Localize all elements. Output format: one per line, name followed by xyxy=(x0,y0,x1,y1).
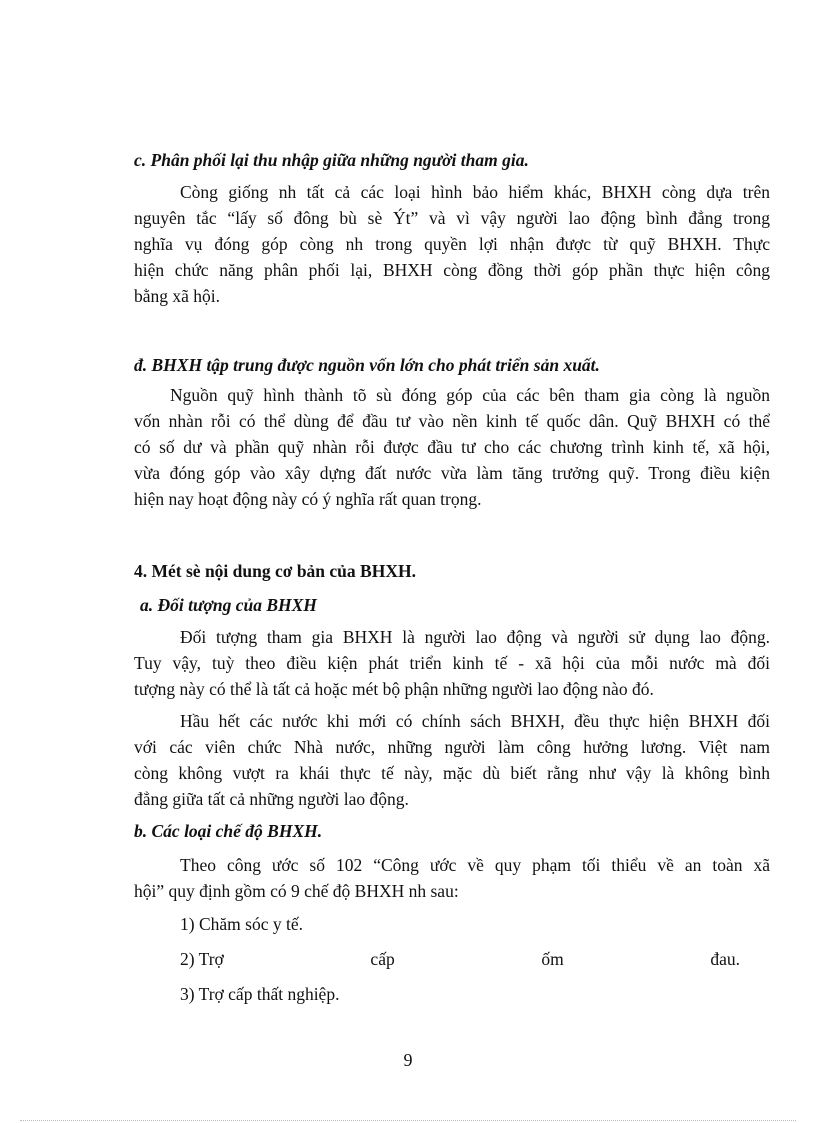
list-item: 1) Chăm sóc y tế. xyxy=(180,914,303,934)
section-a-paragraph-2 xyxy=(134,708,770,812)
text-line: còng không vượt ra khái thực tế này, mặc dù biết rằng như vậy là không bình xyxy=(134,763,770,783)
list-word: đau. xyxy=(710,949,740,969)
text-line: nghĩa vụ đóng góp còng nh trong quyền lợi nhận được từ quỹ BHXH. Thực xyxy=(134,234,770,254)
footer-divider xyxy=(20,1120,796,1121)
text-line: Theo công ước số 102 “Công ước về quy phạm tối thiểu về an toàn xã xyxy=(180,855,770,875)
text-line: Nguồn quỹ hình thành tõ sù đóng góp của các bên tham gia còng là nguồn xyxy=(170,385,770,405)
text-line: Hầu hết các nước khi mới có chính sách BHXH, đều thực hiện BHXH đối xyxy=(180,711,770,731)
text-line: nguyên tắc “lấy số đông bù sè Ýt” và vì vậy người lao động bình đẳng trong xyxy=(134,208,770,228)
text-line: Còng giống nh tất cả các loại hình bảo hiểm khác, BHXH còng dựa trên xyxy=(180,182,770,202)
page-number: 9 xyxy=(403,1050,413,1070)
text-line: vốn nhàn rỗi có thể dùng để đầu tư vào nền kinh tế quốc dân. Quỹ BHXH có thể xyxy=(134,411,770,431)
text-line: bằng xã hội. xyxy=(134,286,221,306)
text-line: hiện nay hoạt động này có ý nghĩa rất quan trọng. xyxy=(134,489,482,509)
text-line: Đối tượng tham gia BHXH là người lao động và người sử dụng lao động. xyxy=(180,627,770,647)
text-line: vừa đóng góp vào xây dựng đất nước vừa làm tăng trưởng quỹ. Trong điều kiện xyxy=(134,463,770,483)
section-4-heading: 4. Mét sè nội dung cơ bản của BHXH. xyxy=(134,561,416,581)
section-b-heading: b. Các loại chế độ BHXH. xyxy=(134,821,323,841)
section-c-heading: c. Phân phối lại thu nhập giữa những người tham gia. xyxy=(134,150,529,170)
text-line: với các viên chức Nhà nước, những người làm công hưởng lương. Việt nam xyxy=(134,737,770,757)
text-line: hiện chức năng phân phối lại, BHXH còng đồng thời góp phần thực hiện công xyxy=(134,260,770,280)
list-word: cấp xyxy=(370,949,395,969)
list-item xyxy=(180,949,740,970)
section-a-heading: a. Đối tượng của BHXH xyxy=(140,595,317,615)
text-line: đẳng giữa tất cả những người lao động. xyxy=(134,789,409,809)
section-b-paragraph xyxy=(134,852,770,904)
section-d-heading: đ. BHXH tập trung được nguồn vốn lớn cho phát triển sản xuất. xyxy=(134,355,600,375)
text-line: có số dư và phần quỹ nhàn rỗi được đầu tư cho các chương trình kinh tế, xã hội, xyxy=(134,437,770,457)
text-line: hội” quy định gồm có 9 chế độ BHXH nh sau: xyxy=(134,881,459,901)
list-word: ốm xyxy=(541,949,564,969)
text-line: tượng này có thể là tất cả hoặc mét bộ phận những người lao động nào đó. xyxy=(134,679,654,699)
section-c-paragraph xyxy=(134,179,770,309)
list-item: 3) Trợ cấp thất nghiệp. xyxy=(180,984,340,1004)
section-d-paragraph xyxy=(134,382,770,512)
list-word: 2) Trợ xyxy=(180,949,224,969)
section-a-paragraph-1 xyxy=(134,624,770,702)
text-line: Tuy vậy, tuỳ theo điều kiện phát triển kinh tế - xã hội của mỗi nước mà đối xyxy=(134,653,770,673)
